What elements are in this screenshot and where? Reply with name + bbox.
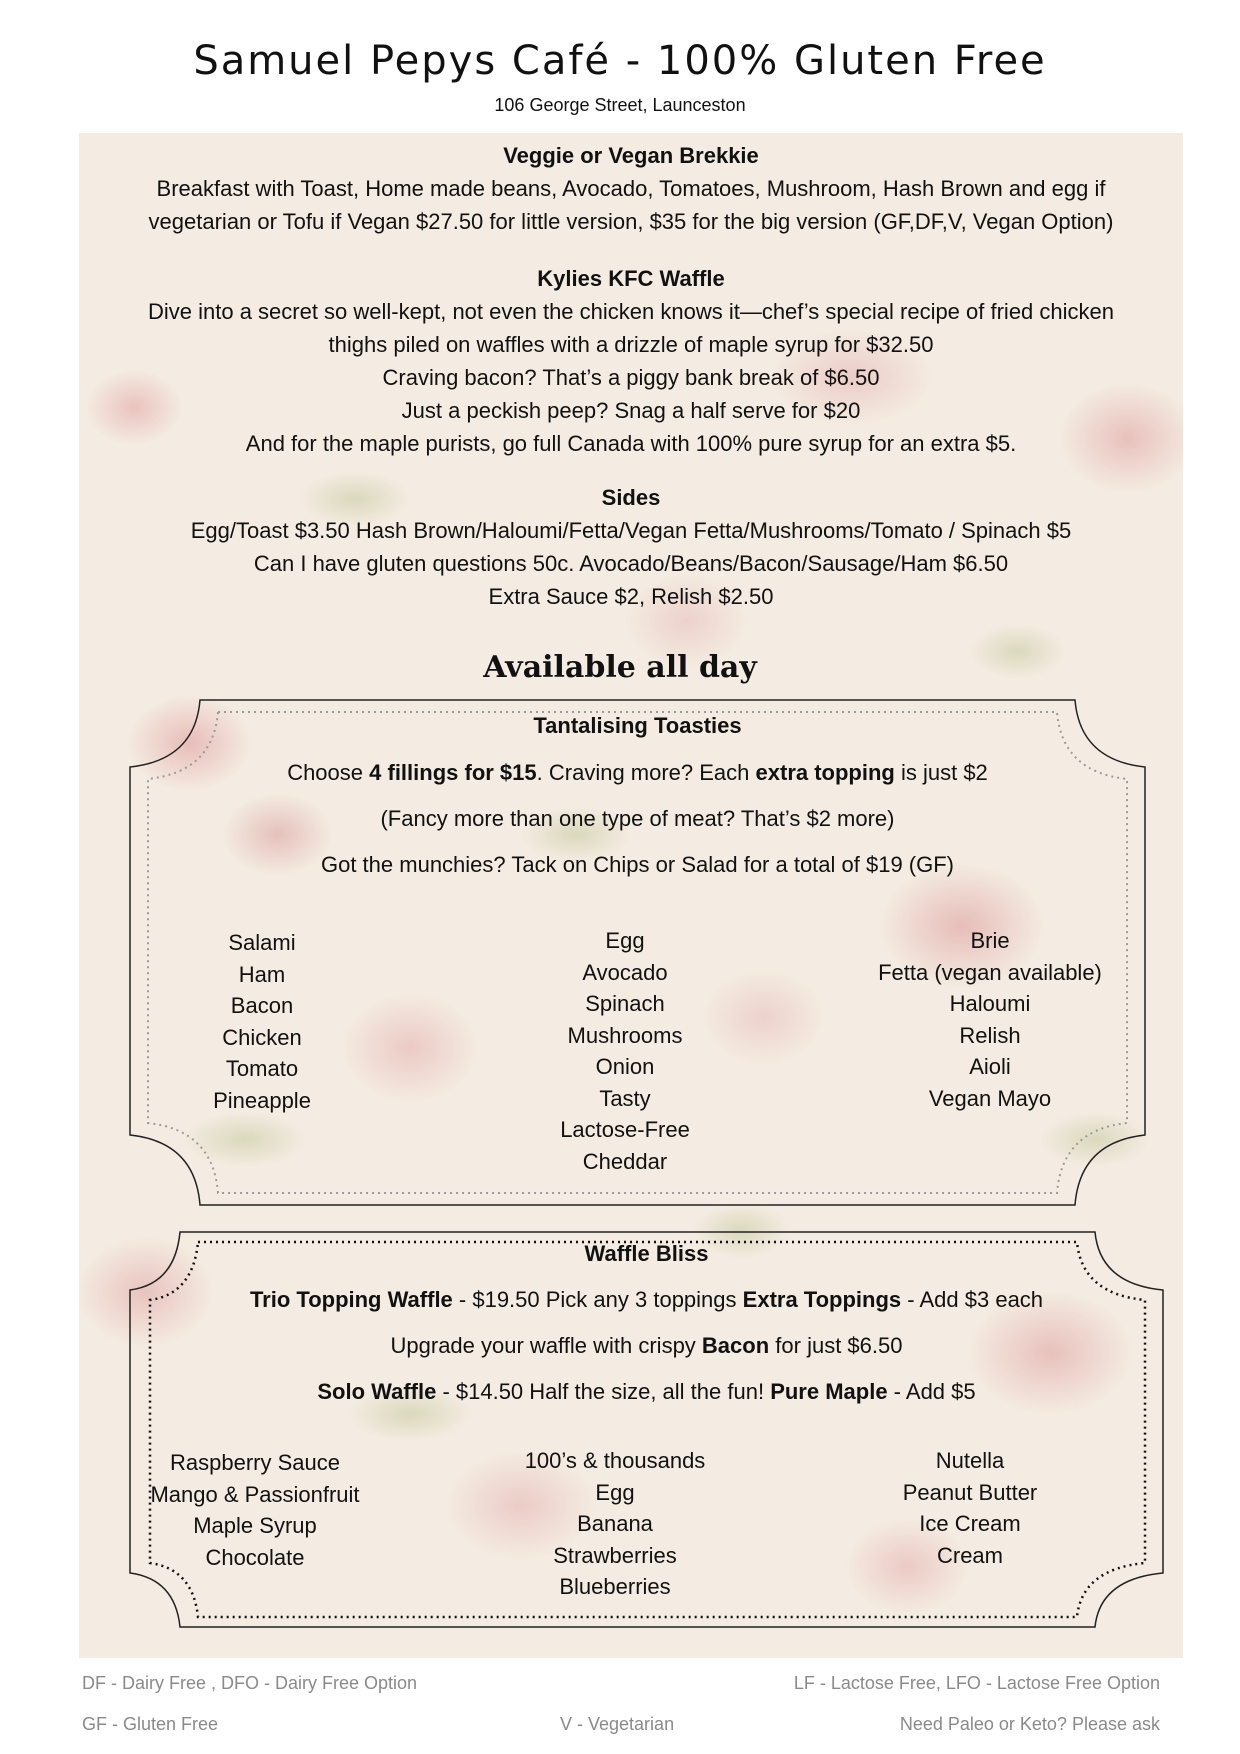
choose-bold-extra: extra topping — [755, 760, 895, 785]
filling-item: Egg — [605, 928, 645, 953]
toasties-meat-note: (Fancy more than one type of meat? That’s $2 more) — [380, 806, 895, 831]
filling-item: Tasty — [599, 1085, 651, 1111]
maple-bold: Pure Maple — [770, 1379, 888, 1404]
topping-item: Strawberries — [553, 1542, 677, 1568]
kfc-line: Dive into a secret so well-kept, not even the chicken knows it—chef’s special recipe of fried chicken — [147, 299, 1114, 324]
toasties-munchies: Got the munchies? Tack on Chips or Salad for a total of $19 (GF) — [320, 852, 955, 877]
waffle-spreads-column — [870, 1445, 1070, 1571]
filling-item: Chicken — [222, 1024, 302, 1050]
legend-dairy-free: DF - Dairy Free , DFO - Dairy Free Option — [82, 1673, 418, 1693]
solo-text: - $14.50 Half the size, all the fun! — [436, 1379, 771, 1404]
kfc-heading: Kylies KFC Waffle — [537, 266, 725, 291]
filling-item: Vegan Mayo — [928, 1085, 1052, 1111]
upgrade-text: Upgrade your waffle with crispy — [390, 1333, 702, 1358]
filling-item: Pineapple — [213, 1087, 311, 1113]
topping-item: Blueberries — [559, 1574, 671, 1599]
filling-item: Relish — [959, 1022, 1021, 1048]
topping-item: Maple Syrup — [193, 1513, 317, 1538]
sides-line: Egg/Toast $3.50 Hash Brown/Haloumi/Fetta/Vegan Fetta/Mushrooms/Tomato / Spinach $5 — [190, 518, 1072, 543]
waffle-solo-line — [130, 1379, 1163, 1405]
toasties-choose-line — [130, 760, 1145, 786]
available-all-day-heading: Available all day — [483, 650, 757, 685]
filling-item: Aioli — [969, 1054, 1011, 1079]
legend-vegetarian: V - Vegetarian — [560, 1714, 675, 1734]
topping-item: Peanut Butter — [902, 1479, 1038, 1505]
toasties-cheese-column — [860, 925, 1120, 1114]
sides-heading: Sides — [601, 485, 661, 510]
sides-line: Can I have gluten questions 50c. Avocado/Beans/Bacon/Sausage/Ham $6.50 — [253, 551, 1009, 576]
topping-item: Raspberry Sauce — [170, 1450, 340, 1475]
page-title: Samuel Pepys Café - 100% Gluten Free — [193, 38, 1047, 84]
filling-item: Lactose-Free — [560, 1117, 690, 1142]
topping-item: Nutella — [935, 1448, 1005, 1473]
waffle-sauces-column — [140, 1447, 370, 1573]
waffle-upgrade-line — [130, 1333, 1163, 1359]
filling-item: Cheddar — [582, 1148, 668, 1174]
filling-item: Mushrooms — [567, 1022, 683, 1048]
legend-paleo-keto: Need Paleo or Keto? Please ask — [899, 1714, 1160, 1734]
kfc-line: thighs piled on waffles with a drizzle of maple syrup for $32.50 — [328, 332, 934, 357]
choose-text: . Craving more? Each — [536, 760, 756, 785]
kfc-line: And for the maple purists, go full Canada with 100% pure syrup for an extra $5. — [245, 431, 1017, 456]
filling-item: Spinach — [585, 991, 665, 1016]
maple-text: - Add $5 — [887, 1379, 976, 1404]
legend-lactose-free: LF - Lactose Free, LFO - Lactose Free Option — [793, 1673, 1160, 1693]
filling-item: Onion — [595, 1054, 655, 1079]
veggie-line: vegetarian or Tofu if Vegan $27.50 for little version, $35 for the big version (GF,DF,V, Vegan Option) — [148, 209, 1114, 234]
filling-item: Tomato — [225, 1056, 299, 1081]
legend-gluten-free: GF - Gluten Free — [82, 1714, 219, 1734]
topping-item: Cream — [936, 1542, 1003, 1568]
choose-bold-fillings: 4 fillings for $15 — [369, 760, 537, 785]
kfc-line: Craving bacon? That’s a piggy bank break of $6.50 — [382, 365, 880, 390]
extra-text: - Add $3 each — [901, 1287, 1044, 1312]
toasties-meats-column — [162, 927, 362, 1116]
veggie-line: Breakfast with Toast, Home made beans, Avocado, Tomatoes, Mushroom, Hash Brown and egg if — [156, 176, 1106, 201]
filling-item: Ham — [238, 961, 286, 987]
trio-bold: Trio Topping Waffle — [249, 1287, 453, 1312]
toasties-heading: Tantalising Toasties — [533, 713, 742, 738]
topping-item: Chocolate — [205, 1544, 305, 1570]
waffle-trio-line — [130, 1287, 1163, 1313]
toasties-veg-column — [520, 925, 730, 1177]
topping-item: 100’s & thousands — [524, 1448, 706, 1473]
waffle-fruit-column — [505, 1445, 725, 1603]
waffle-heading: Waffle Bliss — [584, 1241, 709, 1266]
filling-item: Salami — [228, 930, 296, 955]
trio-text: - $19.50 Pick any 3 toppings — [452, 1287, 743, 1312]
filling-item: Fetta (vegan available) — [878, 959, 1102, 985]
sides-line: Extra Sauce $2, Relish $2.50 — [488, 584, 774, 609]
filling-item: Bacon — [230, 993, 294, 1018]
filling-item: Haloumi — [949, 991, 1031, 1016]
cafe-address: 106 George Street, Launceston — [494, 95, 746, 115]
upgrade-text: for just $6.50 — [769, 1333, 903, 1358]
filling-item: Avocado — [582, 959, 668, 985]
topping-item: Ice Cream — [919, 1511, 1021, 1536]
solo-bold: Solo Waffle — [317, 1379, 437, 1404]
upgrade-bold: Bacon — [701, 1333, 770, 1358]
extra-bold: Extra Toppings — [742, 1287, 902, 1312]
topping-item: Banana — [577, 1511, 653, 1536]
kfc-line: Just a peckish peep? Snag a half serve for $20 — [401, 398, 861, 423]
choose-text: is just $2 — [894, 760, 988, 785]
veggie-heading: Veggie or Vegan Brekkie — [503, 143, 759, 168]
choose-text: Choose — [287, 760, 370, 785]
filling-item: Brie — [970, 928, 1010, 953]
topping-item: Egg — [595, 1479, 635, 1505]
topping-item: Mango & Passionfruit — [150, 1481, 360, 1507]
